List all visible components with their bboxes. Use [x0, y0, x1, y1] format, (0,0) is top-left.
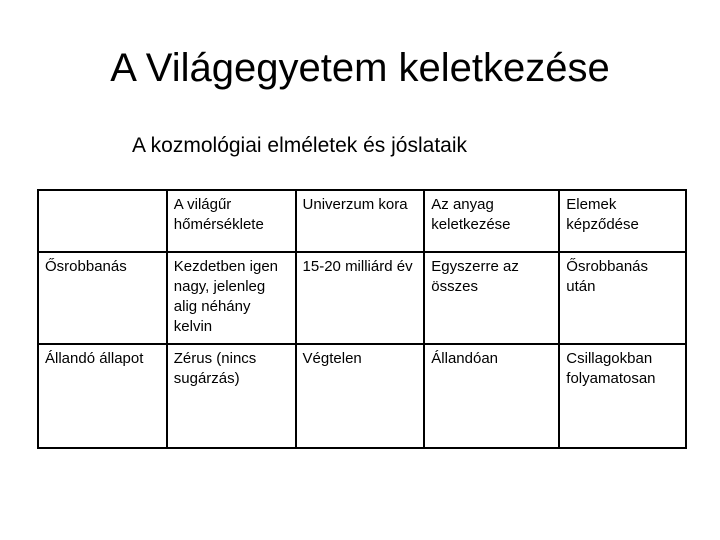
table-cell [559, 344, 686, 448]
table-cell [296, 252, 425, 344]
cell-text: Csillagokban folyamatosan [566, 350, 656, 387]
row-label: Állandó állapot [45, 350, 144, 367]
table-cell [424, 252, 559, 344]
cell-text: Állandóan [431, 350, 499, 367]
cell-text: Végtelen [302, 350, 362, 367]
theories-table [37, 189, 687, 449]
header-cell [424, 190, 559, 252]
cell-text: Kezdetben igen nagy, jelenleg alig néhány kelvin [173, 258, 279, 335]
row-label-cell [38, 252, 167, 344]
table-header-row [38, 190, 686, 252]
table-cell [167, 344, 296, 448]
cell-text: Zérus (nincs sugárzás) [173, 350, 257, 387]
table-cell [424, 344, 559, 448]
header-cell [167, 190, 296, 252]
cell-text: Ősrobbanás után [566, 258, 649, 295]
cell-text: Egyszerre az összes [431, 258, 519, 295]
page-subtitle: A kozmológiai elméletek és jóslataik [132, 134, 467, 157]
cell-text: 15-20 milliárd év [302, 258, 413, 275]
header-text: Univerzum kora [302, 196, 408, 213]
row-label: Ősrobbanás [45, 258, 127, 275]
table-cell [559, 252, 686, 344]
table-row [38, 344, 686, 448]
header-cell-empty [38, 190, 167, 252]
header-text: A világűr hőmérséklete [173, 196, 264, 233]
table-row [38, 252, 686, 344]
row-label-cell [38, 344, 167, 448]
table-cell [167, 252, 296, 344]
header-text: Elemek képződése [566, 196, 639, 233]
page-title: A Világegyetem keletkezése [110, 46, 610, 90]
header-text: Az anyag keletkezése [431, 196, 511, 233]
table-cell [296, 344, 425, 448]
header-cell [559, 190, 686, 252]
header-cell [296, 190, 425, 252]
